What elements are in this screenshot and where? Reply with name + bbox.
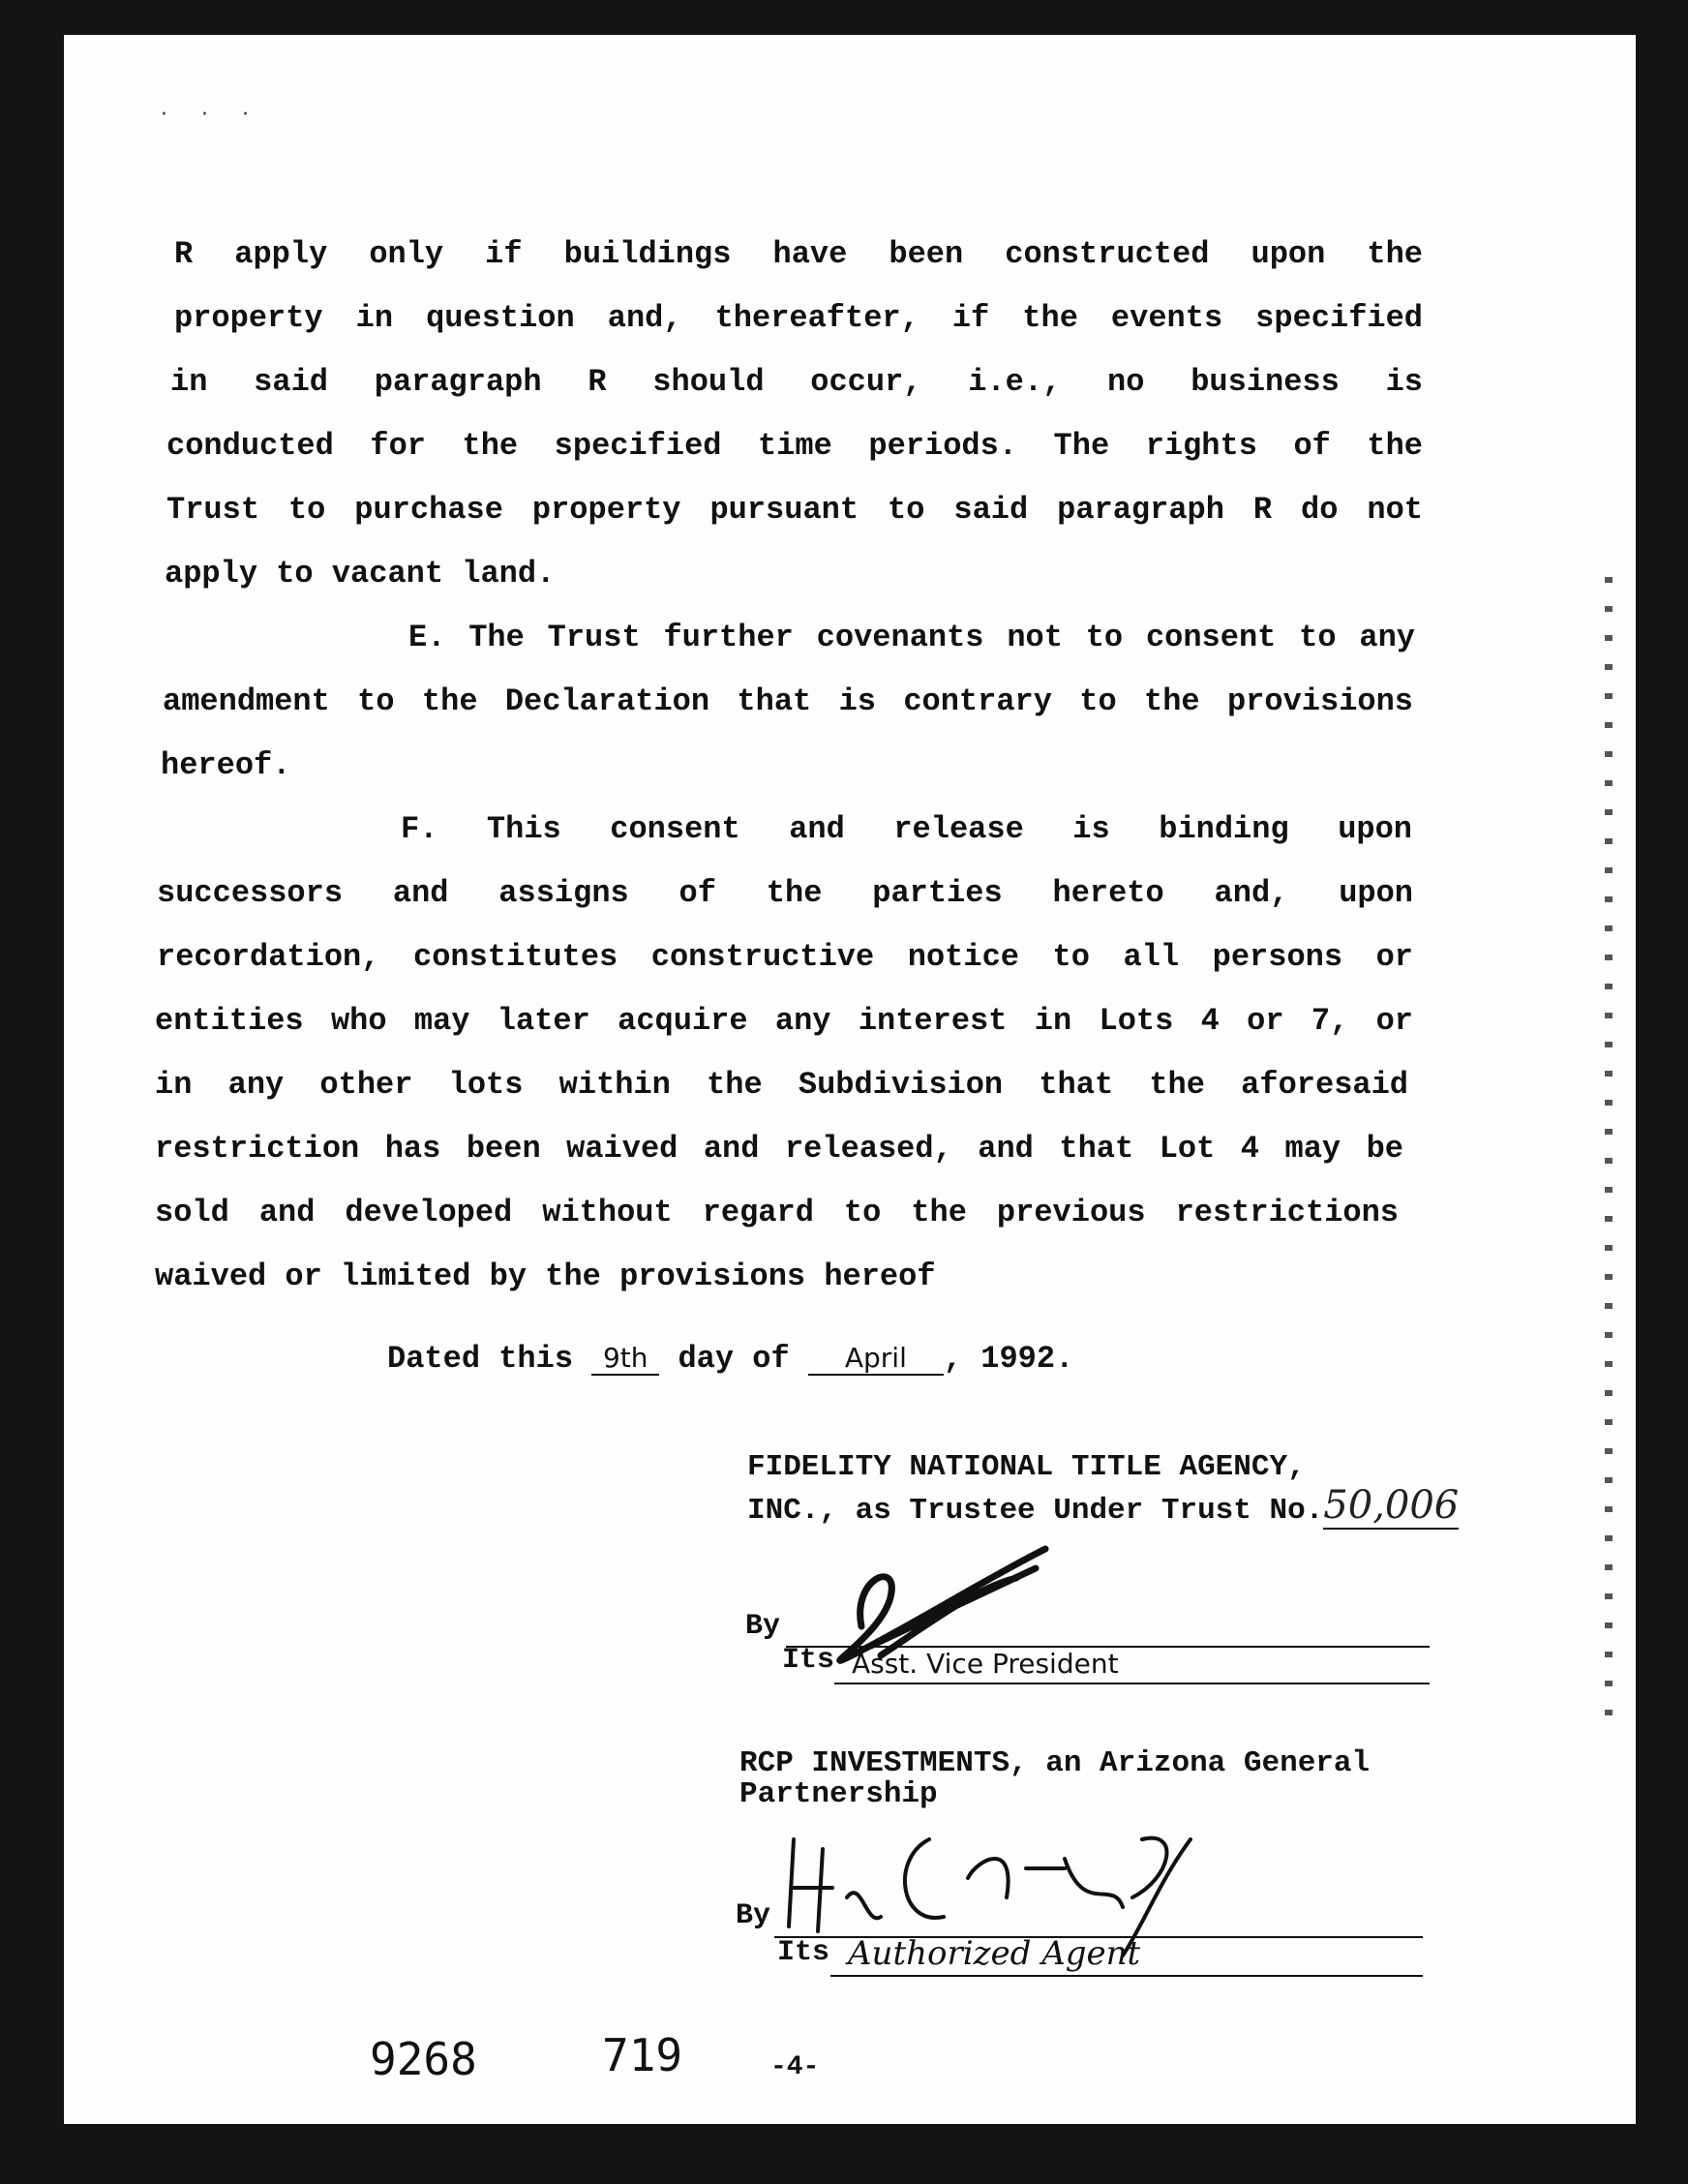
body-line-8: amendment to the Declaration that is contrary to the provisions — [163, 683, 1413, 719]
rcp-its-line — [830, 1975, 1423, 1977]
footer-page-number: 719 — [602, 2029, 683, 2081]
fidelity-trustee-text: INC., as Trustee Under Trust No. — [747, 1494, 1324, 1528]
body-line-6: apply to vacant land. — [165, 556, 556, 592]
body-line-11: successors and assigns of the parties hereto and, upon — [157, 875, 1413, 911]
body-line-4: conducted for the specified time periods. The rights of the — [166, 428, 1423, 464]
rcp-title: Authorized Agent — [848, 1934, 1141, 1973]
body-line-15: restriction has been waived and released, and that Lot 4 may be — [155, 1131, 1403, 1167]
dated-line — [387, 1341, 1073, 1377]
fidelity-name-line-2 — [747, 1483, 1459, 1528]
fidelity-by-label: By — [745, 1610, 781, 1643]
body-line-14: in any other lots within the Subdivision that the aforesaid — [155, 1067, 1408, 1103]
fidelity-name-line-1: FIDELITY NATIONAL TITLE AGENCY, — [747, 1450, 1306, 1484]
dated-suffix: , 1992. — [943, 1341, 1074, 1377]
rcp-its-label: Its — [777, 1936, 830, 1969]
dated-prefix: Dated this — [387, 1341, 574, 1377]
body-line-5: Trust to purchase property pursuant to said paragraph R do not — [166, 492, 1423, 528]
fidelity-its-line — [834, 1683, 1430, 1684]
body-line-13: entities who may later acquire any interest in Lots 4 or 7, or — [155, 1003, 1413, 1039]
fidelity-title: Asst. Vice President — [852, 1648, 1119, 1680]
footer-book-number: 9268 — [370, 2033, 477, 2085]
body-line-12: recordation, constitutes constructive notice to all persons or — [157, 939, 1413, 975]
body-line-10: F. This consent and release is binding upon — [401, 811, 1412, 847]
body-line-16: sold and developed without regard to the previous restrictions — [155, 1195, 1399, 1230]
scan-edge-marks — [1605, 577, 1613, 1739]
body-line-1: R apply only if buildings have been constructed upon the — [174, 236, 1423, 272]
scan-specks: · · · — [161, 103, 262, 127]
body-text — [155, 223, 1462, 1309]
fidelity-trust-number: 50,006 — [1323, 1483, 1460, 1528]
page-marker: -4- — [770, 2052, 820, 2082]
rcp-by-label: By — [736, 1899, 771, 1932]
dated-middle: day of — [678, 1341, 790, 1377]
dated-month-field: April — [808, 1342, 944, 1376]
rcp-name-line-1: RCP INVESTMENTS, an Arizona General — [739, 1746, 1371, 1780]
body-line-2: property in question and, thereafter, if the events specified — [174, 300, 1423, 336]
body-line-9: hereof. — [161, 747, 291, 783]
dated-day-field: 9th — [591, 1342, 659, 1376]
rcp-name-line-2: Partnership — [739, 1777, 938, 1811]
body-line-17: waived or limited by the provisions hereof — [155, 1259, 936, 1294]
body-line-3: in said paragraph R should occur, i.e., no business is — [170, 364, 1423, 400]
body-line-7: E. The Trust further covenants not to consent to any — [408, 620, 1415, 655]
fidelity-its-label: Its — [782, 1644, 835, 1677]
